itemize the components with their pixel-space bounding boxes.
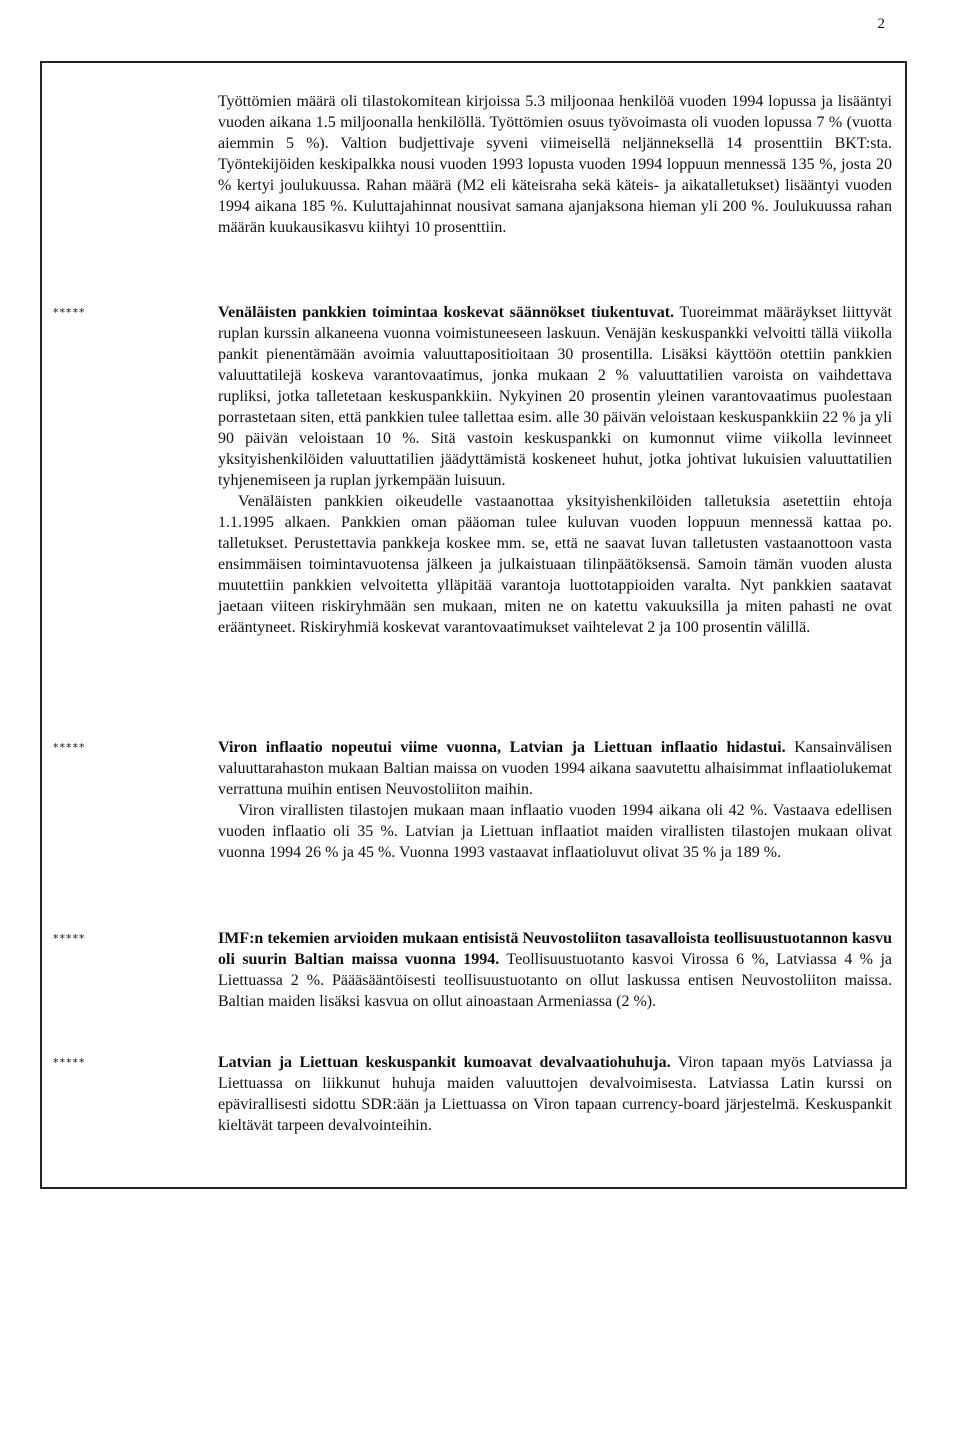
paragraph: [218, 928, 892, 1012]
section-russian-banks: [218, 302, 892, 638]
paragraph-text: Tuoreimmat määräykset liittyvät ruplan kurssin alkaneena vuonna voimistuneeseen laskuun. Venäjän keskuspankki velvoitti tällä viikolla pankit pienentämään avoimia valuuttapositioitaan 30 prosentilla. Lisäksi käyttöön otettiin pankkien valuuttatilejä koskeva varantovaatimus, jonka mukaan 2 % valuuttatilien varoista on vaihdettava rupliksi, jotka talletetaan keskuspankkiin. Nykyinen 20 prosentin yleinen varantovaatimus puolestaan porrastetaan siten, että pankkien tulee tallettaa esim. alle 30 päivän veloistaan keskuspankkiin 22 % ja yli 90 päivän veloistaan 10 %. Sitä vastoin keskuspankki on kumonnut viime viikolla levinneet yksityishenkilöiden valuuttatilien jäädyttämistä koskeneet huhut, jotka johtivat lukuisien valuuttatilien tyhjenemiseen ja ruplan jyrkempään luisuun.: [218, 304, 893, 489]
paragraph: [218, 800, 892, 863]
paragraph: [218, 1052, 892, 1136]
paragraph-text: Teollisuustuotanto kasvoi Virossa 6 %, Latviassa 4 % ja Liettuassa 2 %. Päääsääntöisesti teollisuustuotanto on ollut laskussa entisen Neuvostoliiton maissa. Baltian maiden lisäksi kasvua on ollut ainoastaan Armeniassa (2 %).: [218, 951, 892, 1010]
section-intro: [218, 91, 892, 238]
paragraph: [218, 302, 892, 491]
section-baltic-inflation: [218, 737, 892, 863]
section-headline: Latvian ja Liettuan keskuspankit kumoavat devalvaatiohuhuja.: [218, 1054, 671, 1071]
page-number: 2: [877, 16, 885, 32]
section-marker: *****: [53, 306, 86, 319]
section-headline: Viron inflaatio nopeutui viime vuonna, Latvian ja Liettuan inflaatio hidastui.: [218, 739, 786, 756]
section-industrial-output: [218, 928, 892, 1012]
section-marker: *****: [53, 1056, 86, 1069]
paragraph: [218, 491, 892, 638]
paragraph-text: Kansainvälisen valuuttarahaston mukaan Baltian maissa on vuoden 1994 aikana saavutettu alhaisimmat inflaatiolukemat verrattuna muihin entisen Neuvostoliiton maihin.: [218, 739, 892, 798]
paragraph-text: Viron virallisten tilastojen mukaan maan inflaatio vuoden 1994 aikana oli 42 %. Vastaava edellisen vuoden inflaatio oli 35 %. Latvian ja Liettuan inflaatiot maiden virallisten tilastojen mukaan olivat vuonna 1994 26 % ja 45 %. Vuonna 1993 vastaavat inflaatioluvut olivat 35 % ja 189 %.: [218, 802, 892, 861]
section-marker: *****: [53, 932, 86, 945]
paragraph: [218, 737, 892, 800]
paragraph: [218, 91, 892, 238]
section-marker: *****: [53, 741, 86, 754]
section-devaluation-rumours: [218, 1052, 892, 1136]
paragraph-text: Työttömien määrä oli tilastokomitean kirjoissa 5.3 miljoonaa henkilöä vuoden 1994 lopussa ja lisääntyi vuoden aikana 1.5 miljoonalla henkilöllä. Työttömien osuus työvoimasta oli vuoden lopussa 7 % (vuotta aiemmin 5 %). Valtion budjettivaje syveni viimeisellä neljänneksellä 14 prosenttiin BKT:sta. Työntekijöiden keskipalkka nousi vuoden 1993 lopusta vuoden 1994 loppuun mennessä 135 %, josta 20 % kertyi joulukuussa. Rahan määrä (M2 eli käteisraha sekä käteis- ja aikatalletukset) lisääntyi vuoden 1994 aikana 185 %. Kuluttajahinnat nousivat samana ajanjaksona hieman yli 200 %. Joulukuussa rahan määrän kuukausikasvu kiihtyi 10 prosenttiin.: [218, 93, 892, 236]
section-headline: Venäläisten pankkien toimintaa koskevat säännökset tiukentuvat.: [218, 304, 675, 321]
paragraph-text: Viron tapaan myös Latviassa ja Liettuassa on liikkunut huhuja maiden valuuttojen devalvoimisesta. Latviassa Latin kurssi on epävirallisesti sidottu SDR:ään ja Liettuassa on Viron tapaan currency-board järjestelmä. Keskuspankit kieltävät tarpeen devalvointeihin.: [218, 1054, 893, 1134]
section-headline: IMF:n tekemien arvioiden mukaan entisistä Neuvostoliiton tasavalloista teollisuustuotannon kasvu oli suurin Baltian maissa vuonna 1994.: [218, 930, 892, 968]
paragraph-text: Venäläisten pankkien oikeudelle vastaanottaa yksityishenkilöiden talletuksia asetettiin ehtoja 1.1.1995 alkaen. Pankkien oman pääoman tulee kuluvan vuoden loppuun mennessä kattaa po. talletukset. Perustettavia pankkeja koskee mm. se, että ne saavat luvan talletusten vastaanottoon vasta ensimmäisen toimintavuotensa jälkeen ja julkaistuaan tilinpäätöksensä. Samoin tämän vuoden alusta muutettiin pankkien velvoitetta ylläpitää varantoja luottotappioiden varalta. Nyt pankkien saatavat jaetaan viiteen riskiryhmään sen mukaan, miten ne on katettu vakuuksilla ja miten pahasti ne ovat erääntyneet. Riskiryhmiä koskevat varantovaatimukset vaihtelevat 2 ja 100 prosentin välillä.: [218, 493, 892, 636]
